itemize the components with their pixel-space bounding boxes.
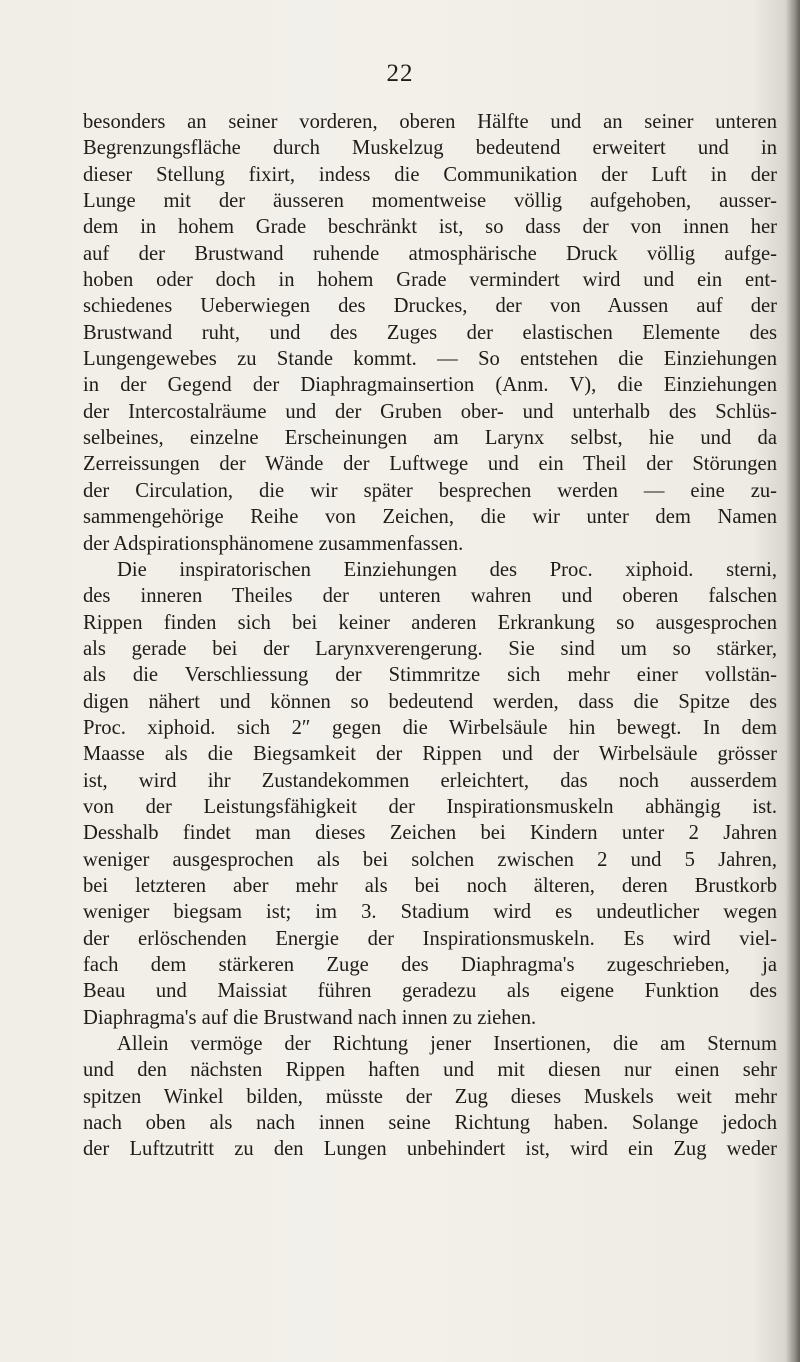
- text-line: Allein vermöge der Richtung jener Insertionen, die am Sternum: [117, 1033, 777, 1056]
- text-line: in der Gegend der Diaphragmainsertion (Anm. V), die Einziehungen: [83, 374, 777, 397]
- text-line: ist, wird ihr Zustandekommen erleichtert, das noch ausserdem: [83, 769, 777, 792]
- text-line: dem in hohem Grade beschränkt ist, so dass der von innen her: [83, 216, 777, 239]
- text-line: von der Leistungsfähigkeit der Inspirationsmuskeln abhängig ist.: [83, 795, 777, 818]
- text-line: der Adspirationsphänomene zusammenfassen.: [83, 532, 464, 555]
- text-line: weniger ausgesprochen als bei solchen zwischen 2 und 5 Jahren,: [83, 848, 777, 871]
- text-line: als die Verschliessung der Stimmritze sich mehr einer vollstän-: [83, 664, 777, 687]
- text-line: Rippen finden sich bei keiner anderen Erkrankung so ausgesprochen: [83, 611, 777, 634]
- text-line: dieser Stellung fixirt, indess die Communikation der Luft in der: [83, 163, 777, 186]
- text-line: fach dem stärkeren Zuge des Diaphragma's zugeschrieben, ja: [83, 954, 777, 976]
- text-line: weniger biegsam ist; im 3. Stadium wird es undeutlicher wegen: [83, 901, 777, 924]
- text-line: hoben oder doch in hohem Grade vermindert wird und ein ent-: [83, 269, 777, 292]
- text-line: sammengehörige Reihe von Zeichen, die wir unter dem Namen: [83, 506, 777, 529]
- text-line: der Intercostalräume und der Gruben ober- und unterhalb des Schlüs-: [83, 400, 777, 423]
- text-line: digen nähert und können so bedeutend werden, dass die Spitze des: [83, 690, 777, 713]
- text-line: Proc. xiphoid. sich 2″ gegen die Wirbelsäule hin bewegt. In dem: [83, 716, 777, 739]
- page-number: 22: [386, 60, 414, 87]
- text-line: Die inspiratorischen Einziehungen des Proc. xiphoid. sterni,: [117, 558, 777, 581]
- text-line: bei letzteren aber mehr als bei noch älteren, deren Brustkorb: [83, 874, 777, 897]
- text-line: besonders an seiner vorderen, oberen Hälfte und an seiner unteren: [83, 111, 777, 133]
- text-line: Desshalb findet man dieses Zeichen bei Kindern unter 2 Jahren: [83, 822, 777, 845]
- text-line: selbeines, einzelne Erscheinungen am Larynx selbst, hie und da: [83, 427, 777, 450]
- text-line: der Circulation, die wir später besprechen werden — eine zu-: [83, 479, 777, 502]
- text-line: und den nächsten Rippen haften und mit diesen nur einen sehr: [83, 1059, 777, 1082]
- text-line: Maasse als die Biegsamkeit der Rippen und der Wirbelsäule grösser: [83, 743, 777, 766]
- text-line: Begrenzungsfläche durch Muskelzug bedeutend erweitert und in: [83, 137, 777, 160]
- body-text: [83, 109, 777, 1163]
- text-line: nach oben als nach innen seine Richtung haben. Solange jedoch: [83, 1112, 777, 1135]
- text-line: des inneren Theiles der unteren wahren und oberen falschen: [83, 585, 777, 608]
- page-edge-shadow: [786, 0, 800, 1362]
- text-line: Lungengewebes zu Stande kommt. — So entstehen die Einziehungen: [83, 348, 777, 371]
- text-line: Brustwand ruht, und des Zuges der elastischen Elemente des: [83, 321, 777, 344]
- text-line: spitzen Winkel bilden, müsste der Zug dieses Muskels weit mehr: [83, 1085, 777, 1108]
- text-line: der erlöschenden Energie der Inspirationsmuskeln. Es wird viel-: [83, 927, 777, 950]
- text-line: Beau und Maissiat führen geradezu als eigene Funktion des: [83, 980, 777, 1003]
- text-line: als gerade bei der Larynxverengerung. Sie sind um so stärker,: [83, 637, 777, 660]
- text-line: Zerreissungen der Wände der Luftwege und ein Theil der Störungen: [83, 453, 777, 476]
- text-line: auf der Brustwand ruhende atmosphärische Druck völlig aufge-: [83, 242, 777, 265]
- text-line: schiedenes Ueberwiegen des Druckes, der von Aussen auf der: [83, 295, 777, 318]
- text-line: Diaphragma's auf die Brustwand nach innen zu ziehen.: [83, 1006, 537, 1029]
- text-line: der Luftzutritt zu den Lungen unbehindert ist, wird ein Zug weder: [83, 1138, 777, 1161]
- text-line: Lunge mit der äusseren momentweise völlig aufgehoben, ausser-: [83, 190, 777, 213]
